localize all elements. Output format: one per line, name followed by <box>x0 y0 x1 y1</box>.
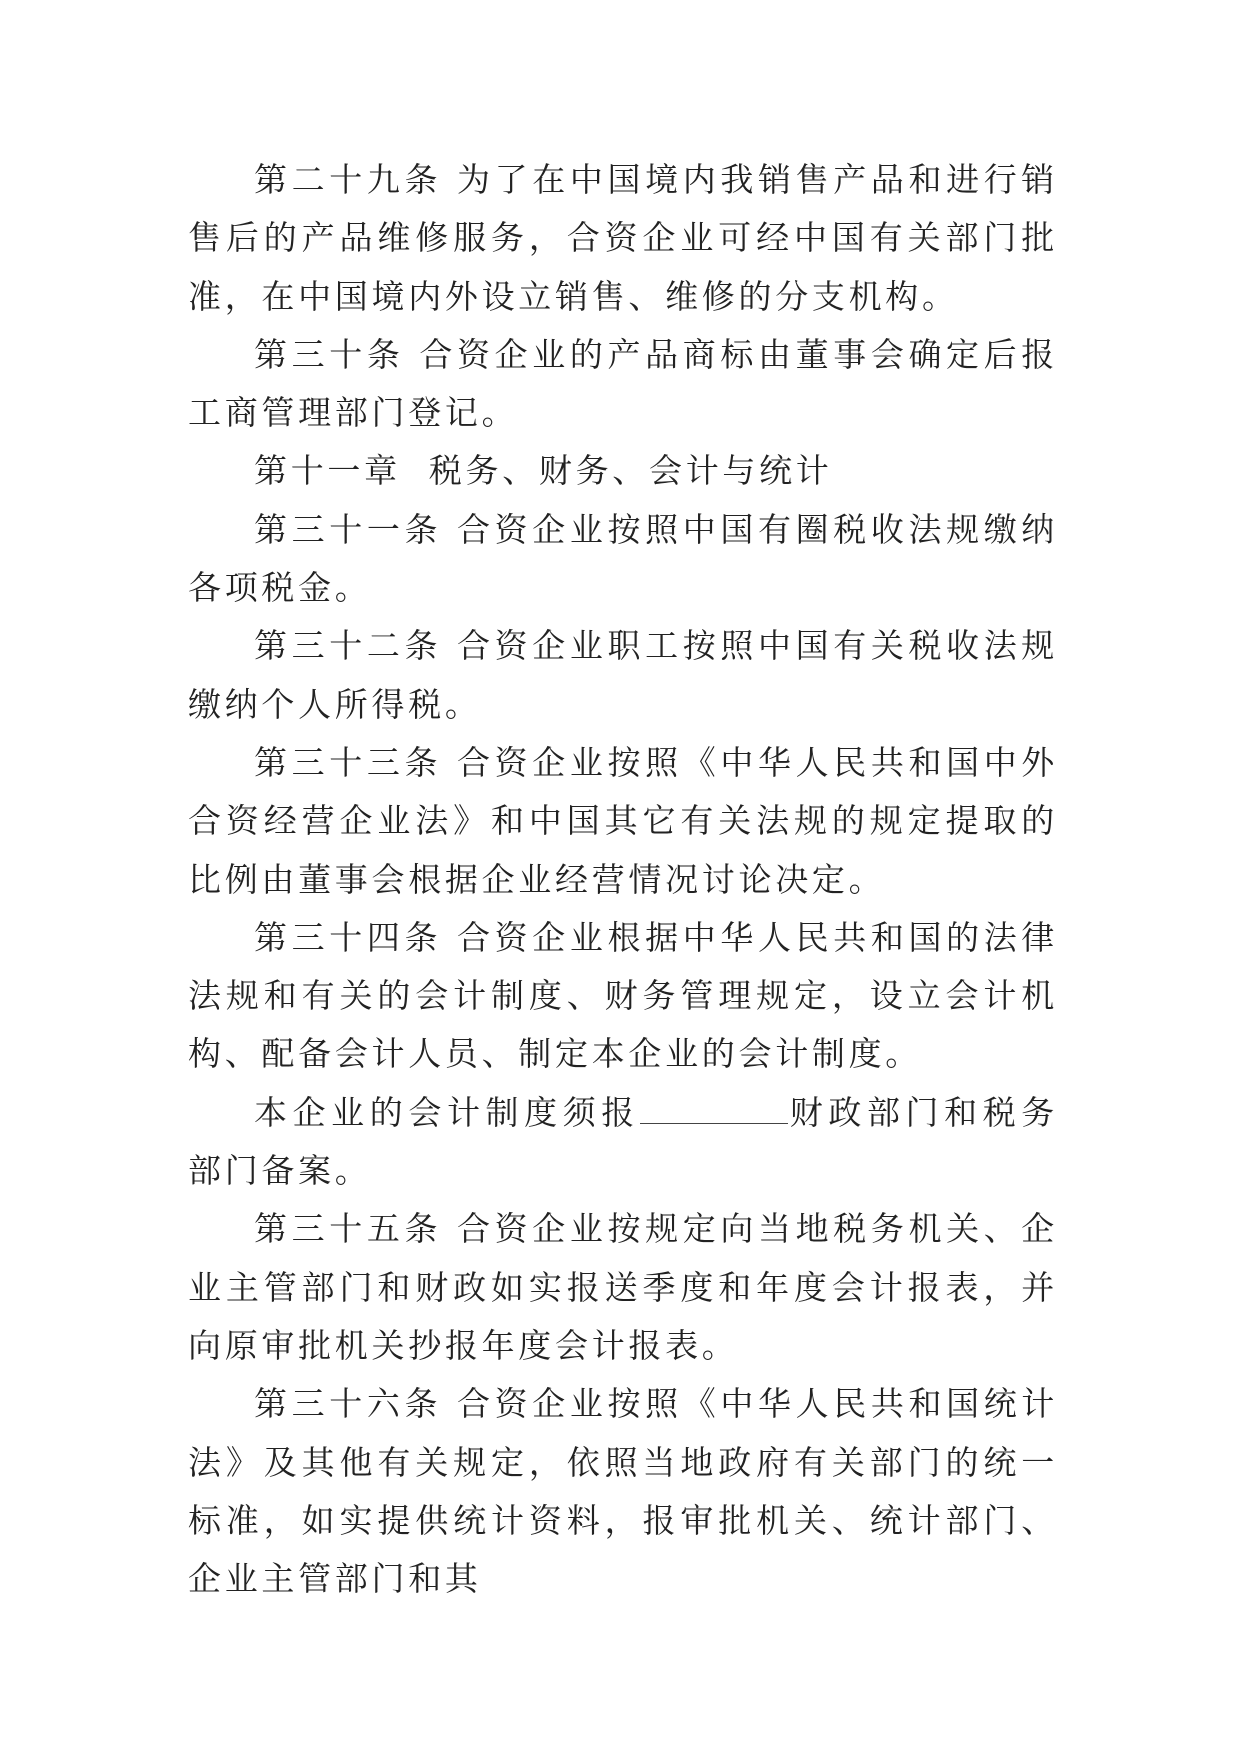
article-32 <box>188 617 1058 734</box>
article-36-text: 合资企业按照《中华人民共和国统计法》及其他有关规定，依照当地政府有关部门的统一标准，如实提供统计资料，报审批机关、统计部门、企业主管部门和其 <box>188 1384 1059 1599</box>
filing-clause <box>188 1084 1058 1201</box>
article-34 <box>188 909 1058 1084</box>
article-32-text: 合资企业职工按照中国有关税收法规缴纳个人所得税。 <box>188 626 1059 724</box>
chapter-11-number: 第十一章 <box>254 451 401 491</box>
article-35-text: 合资企业按规定向当地税务机关、企业主管部门和财政如实报送季度和年度会计报表，并向原审批机关抄报年度会计报表。 <box>188 1209 1059 1365</box>
article-33-text: 合资企业按照《中华人民共和国中外合资经营企业法》和中国其它有关法规的规定提取的比例由董事会根据企业经营情况讨论决定。 <box>188 742 1059 899</box>
article-35-heading: 第三十五条 <box>254 1209 443 1249</box>
article-34-heading: 第三十四条 <box>254 917 443 957</box>
article-29-text: 为了在中国境内我销售产品和进行销售后的产品维修服务，合资企业可经中国有关部门批准，在中国境内外设立销售、维修的分支机构。 <box>188 160 1059 316</box>
filing-clause-after: 财政部门和税务部门备案。 <box>188 1092 1059 1191</box>
article-34-text: 合资企业根据中华人民共和国的法律法规和有关的会计制度、财务管理规定，设立会计机构、配备会计人员、制定本企业的会计制度。 <box>188 917 1059 1074</box>
article-31 <box>188 501 1058 618</box>
chapter-11-title: 税务、财务、会计与统计 <box>428 451 833 491</box>
article-30-text: 合资企业的产品商标由董事会确定后报工商管理部门登记。 <box>188 334 1058 433</box>
article-35 <box>188 1200 1058 1375</box>
article-36 <box>188 1375 1058 1608</box>
fill-in-blank <box>640 1097 788 1124</box>
article-32-heading: 第三十二条 <box>254 626 443 666</box>
article-30 <box>188 326 1058 443</box>
filing-clause-before: 本企业的会计制度须报 <box>254 1092 640 1132</box>
article-31-text: 合资企业按照中国有圈税收法规缴纳各项税金。 <box>188 509 1059 608</box>
article-29-heading: 第二十九条 <box>254 160 443 199</box>
document-body <box>188 151 1058 1608</box>
article-29 <box>188 151 1058 326</box>
article-36-heading: 第三十六条 <box>254 1384 443 1424</box>
article-33-heading: 第三十三条 <box>254 742 443 782</box>
chapter-11-heading <box>188 442 1058 500</box>
article-31-heading: 第三十一条 <box>254 509 443 549</box>
article-30-heading: 第三十条 <box>254 334 405 374</box>
article-33 <box>188 734 1058 909</box>
